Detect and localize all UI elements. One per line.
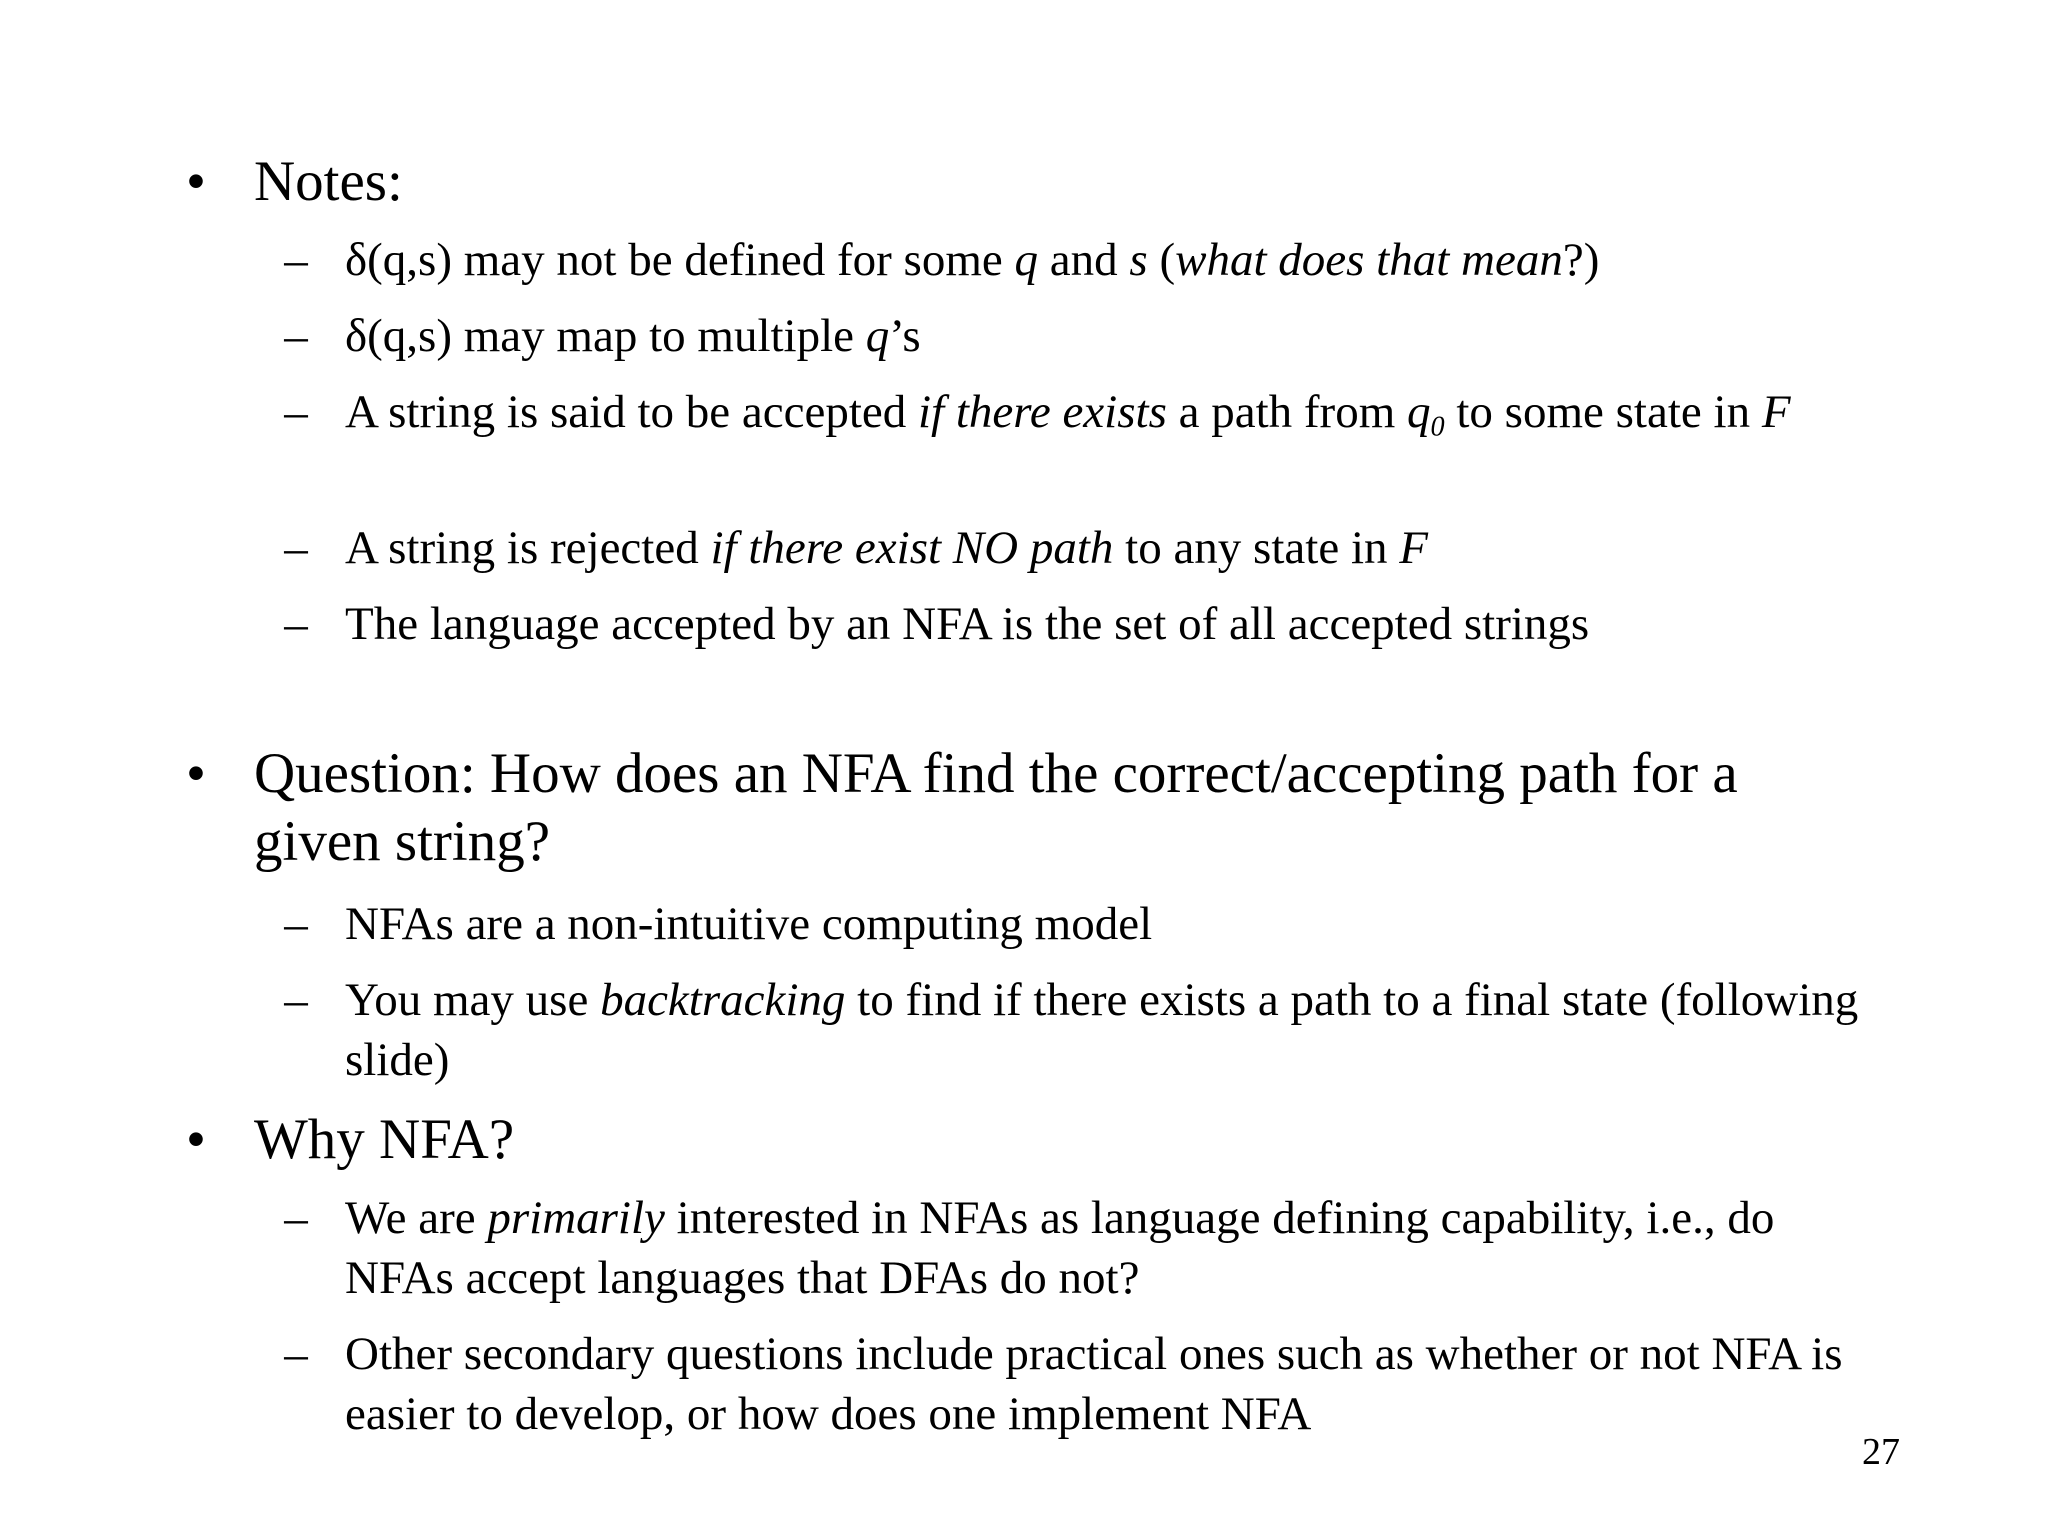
italic-span: backtracking xyxy=(600,974,846,1026)
sub-item-text xyxy=(345,594,1885,654)
text-span: Other secondary questions include practical ones such as whether or not NFA is easier to develop, or how does one implement NFA xyxy=(345,1328,1843,1440)
sub-item-text xyxy=(345,518,1885,578)
italic-span: s xyxy=(1129,234,1148,286)
text-span: to any state in xyxy=(1113,522,1400,574)
bullet-marker: • xyxy=(186,150,206,213)
dash-marker: – xyxy=(284,1328,308,1380)
bullet-marker: • xyxy=(186,1108,206,1171)
text-span: a path from xyxy=(1166,386,1408,438)
page-number: 27 xyxy=(1862,1431,1900,1473)
italic-span: F xyxy=(1761,386,1791,438)
text-span: interested in NFAs as language defining capability, i.e., do NFAs accept languages that DFAs do not? xyxy=(345,1192,1775,1304)
italic-span: primarily xyxy=(487,1192,665,1244)
text-span: You may use xyxy=(345,974,601,1026)
italic-span: what does that mean xyxy=(1175,234,1563,286)
sub-item-text xyxy=(345,230,1885,290)
text-span: to find if there exists a path to a final state (following slide) xyxy=(345,974,1859,1086)
dash-marker: – xyxy=(284,522,308,574)
text-span: NFAs are a non-intuitive computing model xyxy=(345,898,1153,950)
subscript-span: 0 xyxy=(1430,411,1445,443)
sub-item-text xyxy=(345,382,1885,442)
text-span: A string is said to be accepted xyxy=(345,386,918,438)
bullet-marker: • xyxy=(186,742,206,805)
dash-marker: – xyxy=(284,974,308,1026)
sub-item-text xyxy=(345,1324,1885,1444)
dash-marker: – xyxy=(284,386,308,438)
dash-marker: – xyxy=(284,1192,308,1244)
sub-item-text xyxy=(345,306,1885,366)
text-span: δ(q,s) may not be defined for some xyxy=(345,234,1015,286)
italic-span: q xyxy=(865,310,890,362)
dash-marker: – xyxy=(284,310,308,362)
text-span: We are xyxy=(345,1192,488,1244)
text-span: ( xyxy=(1147,234,1176,286)
sub-item-text xyxy=(345,894,1885,954)
text-span: δ(q,s) may map to multiple xyxy=(345,310,866,362)
text-span: ?) xyxy=(1562,234,1600,286)
text-span: and xyxy=(1038,234,1130,286)
text-span: to some state in xyxy=(1444,386,1762,438)
bullet-heading: Notes: xyxy=(254,150,403,213)
bullet-heading: Why NFA? xyxy=(254,1108,515,1171)
italic-span: if there exist NO path xyxy=(710,522,1114,574)
text-span: A string is rejected xyxy=(345,522,711,574)
italic-span: q xyxy=(1014,234,1039,286)
italic-span: F xyxy=(1399,522,1428,574)
dash-marker: – xyxy=(284,234,308,286)
dash-marker: – xyxy=(284,898,308,950)
sub-item-text xyxy=(345,970,1885,1090)
dash-marker: – xyxy=(284,598,308,650)
bullet-heading: Question: How does an NFA find the correct/accepting path for a given string? xyxy=(254,742,1738,873)
italic-span: if there exists xyxy=(918,386,1167,438)
text-span: The language accepted by an NFA is the set of all accepted strings xyxy=(345,598,1590,650)
sub-item-text xyxy=(345,1188,1885,1308)
text-span: ’s xyxy=(889,310,921,362)
italic-span: q xyxy=(1407,386,1431,438)
